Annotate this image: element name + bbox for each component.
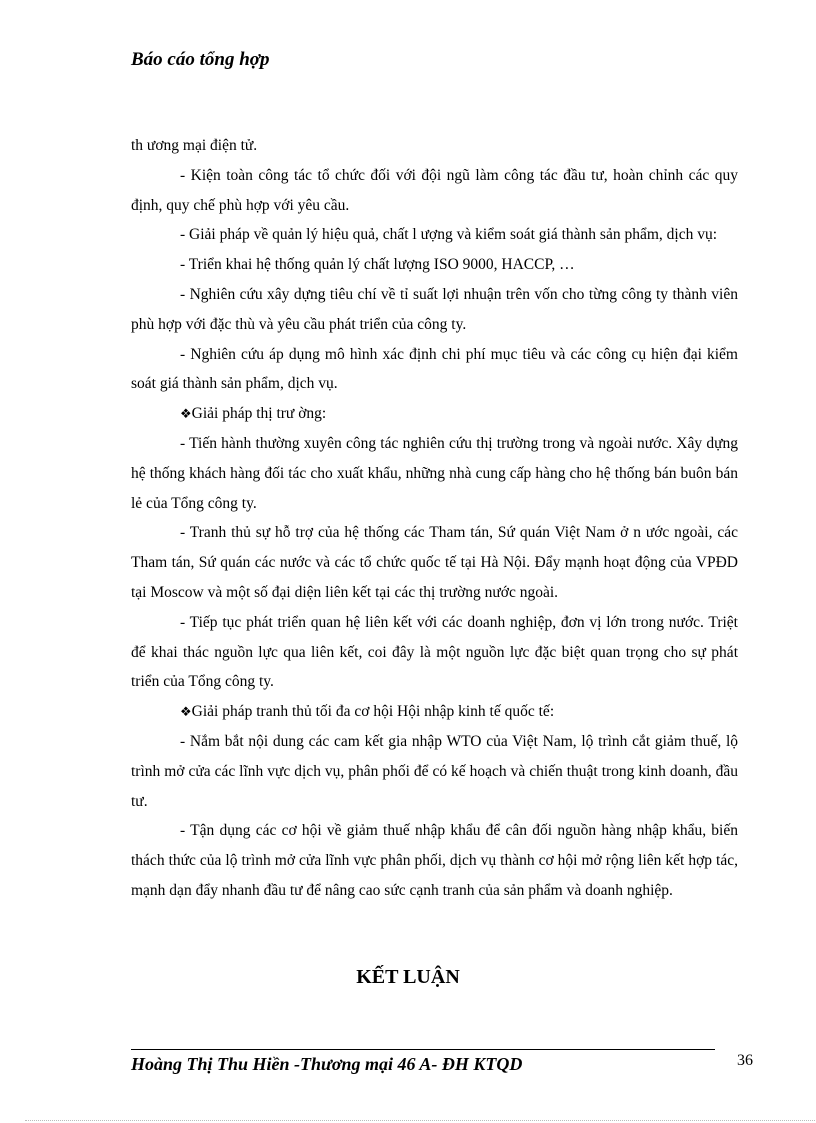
paragraph: - Triển khai hệ thống quản lý chất lượng ISO 9000, HACCP, …	[180, 256, 575, 274]
diamond-bullet-icon: ❖	[180, 406, 192, 422]
section-heading-integration: ❖Giải pháp tranh thủ tối đa cơ hội Hội nhập kinh tế quốc tế:	[180, 703, 555, 721]
page-header-title: Báo cáo tổng hợp	[131, 49, 270, 70]
page-number: 36	[737, 1052, 753, 1069]
footer-author: Hoàng Thị Thu Hiền -Thương mại 46 A- ĐH KTQD	[131, 1054, 523, 1074]
paragraph-continuation: th ương mại điện tử.	[131, 137, 258, 154]
paragraph: - Tiến hành thường xuyên công tác nghiên cứu thị trường trong và ngoài nước. Xây dựng hệ thống khách hàng đối tác cho xuất khẩu, những nhà cung cấp hàng cho hệ thống bán buôn bán lẻ của Tổng công ty.	[131, 434, 738, 512]
paragraph: - Giải pháp về quản lý hiệu quả, chất l ượng và kiểm soát giá thành sản phẩm, dịch vụ:	[180, 226, 718, 244]
paragraph: - Kiện toàn công tác tổ chức đối với đội ngũ làm công tác đầu tư, hoàn chỉnh các quy định, quy chế phù hợp với yêu cầu.	[131, 166, 738, 214]
conclusion-heading: KẾT LUẬN	[356, 966, 460, 988]
paragraph: - Nghiên cứu áp dụng mô hình xác định chi phí mục tiêu và các công cụ hiện đại kiểm soát giá thành sản phẩm, dịch vụ.	[131, 345, 738, 393]
paragraph: - Nắm bắt nội dung các cam kết gia nhập WTO của Việt Nam, lộ trình cắt giảm thuế, lộ trình mở cửa các lĩnh vực dịch vụ, phân phối để có kế hoạch và chiến thuật trong kinh doanh, đầu tư.	[131, 732, 738, 810]
footer-divider	[131, 1049, 715, 1050]
paragraph: - Tranh thủ sự hỗ trợ của hệ thống các Tham tán, Sứ quán Việt Nam ở n ước ngoài, các Tham tán, Sứ quán các nước và các tổ chức quốc tế tại Hà Nội. Đẩy mạnh hoạt động của VPĐD tại Moscow và một số đại diện liên kết tại các thị trường nước ngoài.	[131, 524, 738, 601]
page-edge-divider	[25, 1120, 815, 1121]
paragraph: - Nghiên cứu xây dựng tiêu chí về tỉ suất lợi nhuận trên vốn cho từng công ty thành viên phù hợp với đặc thù và yêu cầu phát triển của công ty.	[131, 285, 738, 333]
document-body	[131, 131, 738, 906]
section-heading-market: ❖Giải pháp thị trư ờng:	[180, 405, 327, 423]
paragraph: - Tiếp tục phát triển quan hệ liên kết với các doanh nghiệp, đơn vị lớn trong nước. Triệt để khai thác nguồn lực qua liên kết, coi đây là một nguồn lực đặc biệt quan trọng cho sự phát triển của Tổng công ty.	[131, 613, 738, 691]
diamond-bullet-icon: ❖	[180, 704, 192, 720]
paragraph: - Tận dụng các cơ hội về giảm thuế nhập khẩu để cân đối nguồn hàng nhập khẩu, biến thách thức của lộ trình mở cửa lĩnh vực phân phối, dịch vụ thành cơ hội mở rộng liên kết hợp tác, mạnh dạn đẩy nhanh đầu tư để nâng cao sức cạnh tranh của sản phẩm và doanh nghiệp.	[131, 822, 738, 899]
